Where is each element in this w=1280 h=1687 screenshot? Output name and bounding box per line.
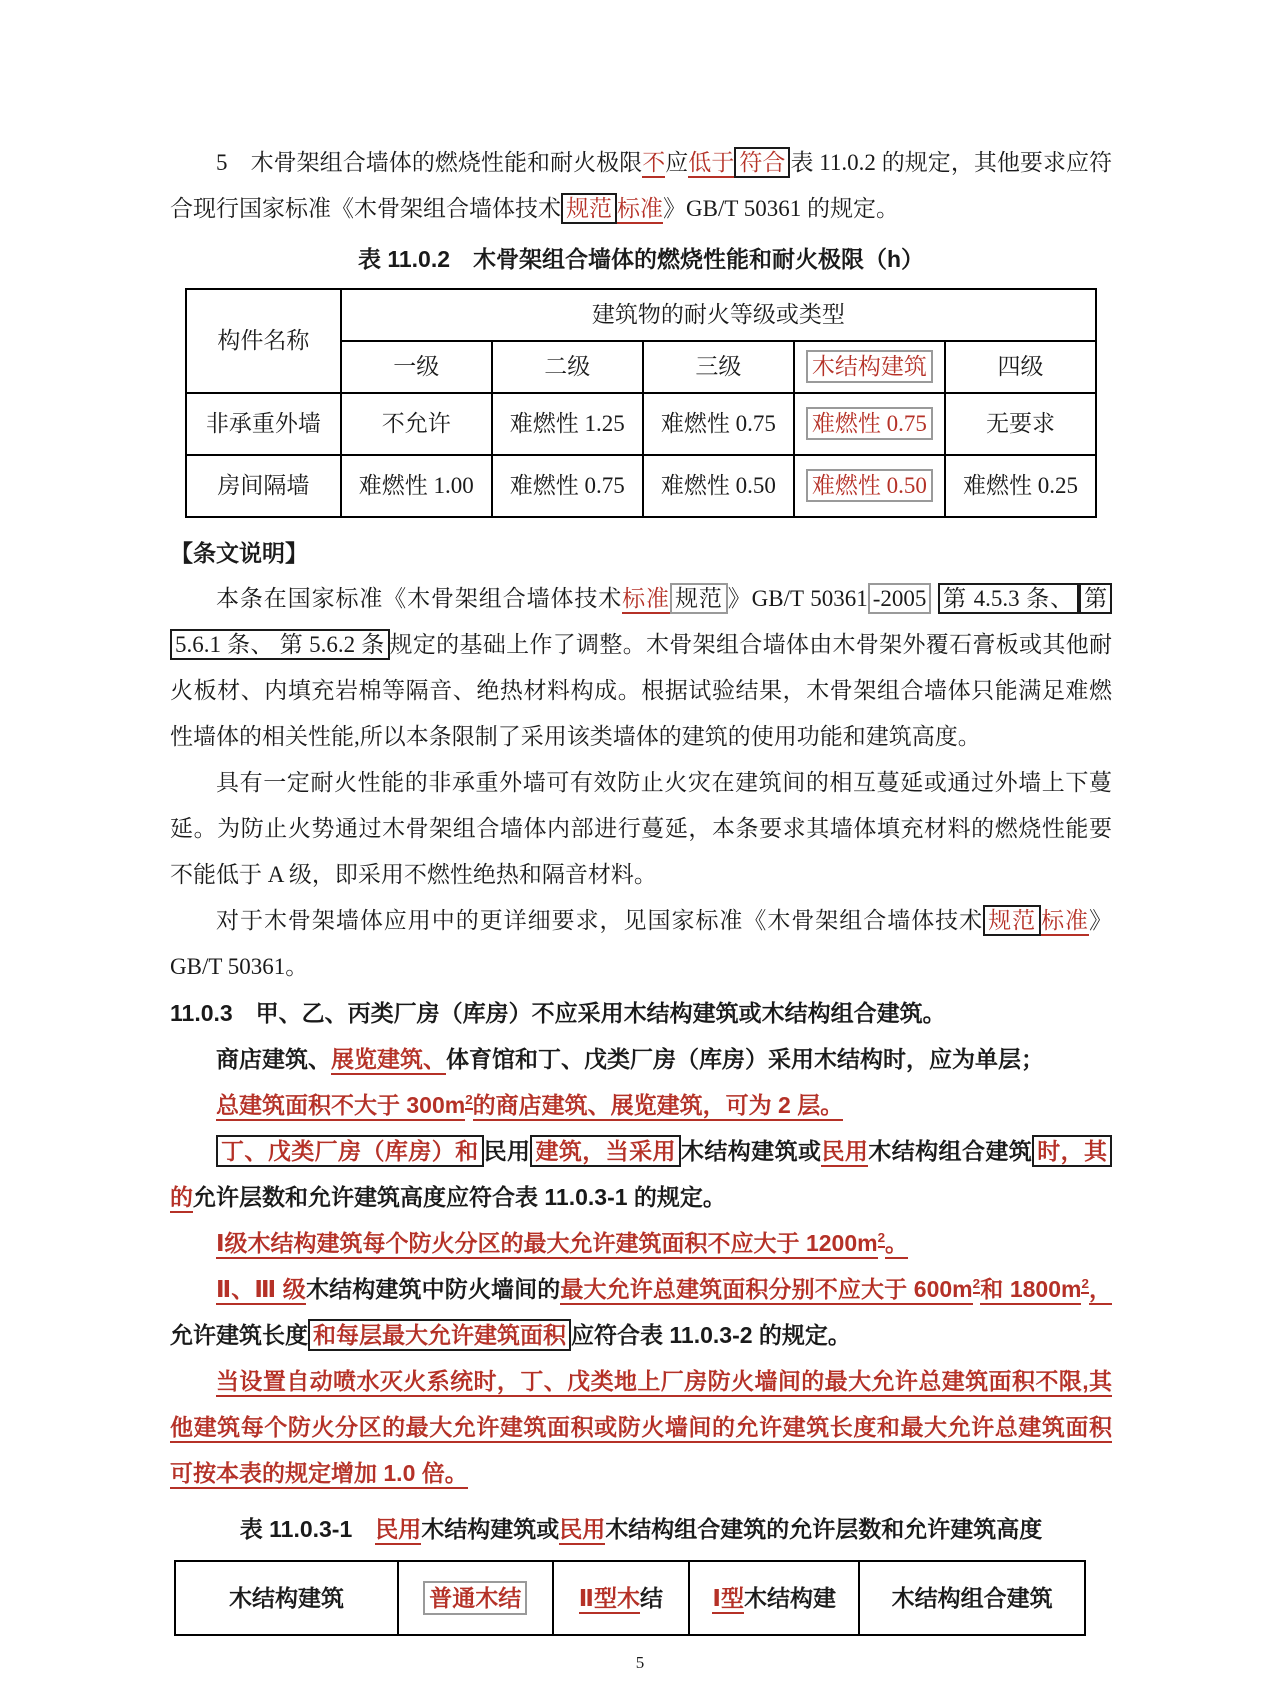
table-header-row: [175, 1561, 1085, 1635]
cell: 难燃性 1.25: [492, 393, 643, 455]
table-row-exterior-wall: [186, 393, 1096, 455]
cell: 不允许: [341, 393, 492, 455]
table-11-0-3-1: [174, 1560, 1086, 1636]
cell: 房间隔墙: [186, 455, 341, 517]
commentary-paragraph-3: 对于木骨架墙体应用中的更详细要求，见国家标准《木骨架组合墙体技术 规范 标准》GB/T 50361。: [170, 898, 1112, 990]
clause-11-0-3-paragraph-grade2-3: Ⅱ、Ⅲ 级木结构建筑中防火墙间的最大允许总建筑面积分别不应大于 $600m^2$和 $1800m^2$，允许建筑长度 和每层最大允许建筑面积 应符合表 11.0.3-2 的规定。: [170, 1266, 1112, 1358]
cell: 难燃性 0.50: [643, 455, 794, 517]
header-cell-grade-3: 三级: [643, 341, 794, 393]
cell: 无要求: [945, 393, 1096, 455]
table-header-row: [186, 289, 1096, 341]
header-cell-timber-building: 木结构建筑: [175, 1561, 398, 1635]
cell: 难燃性 0.25: [945, 455, 1096, 517]
header-cell-grade-1: 一级: [341, 341, 492, 393]
header-cell-grade-2: 二级: [492, 341, 643, 393]
cell: 难燃性 1.00: [341, 455, 492, 517]
clause-11-0-3-paragraph-sprinkler: 当设置自动喷水灭火系统时，丁、戊类地上厂房防火墙间的最大允许总建筑面积不限,其他建筑每个防火分区的最大允许建筑面积或防火墙间的允许建筑长度和最大允许总建筑面积可按本表的规定增加 1.0 倍。: [170, 1358, 1112, 1496]
cell: 非承重外墙: [186, 393, 341, 455]
table-11-0-3-1-caption: 表 11.0.3-1 民用木结构建筑或民用木结构组合建筑的允许层数和允许建筑高度: [170, 1506, 1112, 1552]
header-cell-type-2-timber: Ⅱ型木结: [553, 1561, 690, 1635]
header-cell-grade-4: 四级: [945, 341, 1096, 393]
header-cell-component-name: 构件名称: [186, 289, 341, 393]
header-cell-composite-timber: 木结构组合建筑: [859, 1561, 1085, 1635]
table-11-0-2-caption: 表 11.0.2 木骨架组合墙体的燃烧性能和耐火极限（h）: [357, 246, 925, 272]
clause-11-0-3-paragraph-grade1: Ⅰ级木结构建筑每个防火分区的最大允许建筑面积不应大于 $1200m^2$。: [170, 1220, 1112, 1266]
cell: 难燃性 0.75: [492, 455, 643, 517]
header-cell-type-1-timber: Ⅰ型木结构建: [689, 1561, 859, 1635]
commentary-paragraph-1: 本条在国家标准《木骨架组合墙体技术标准 规范 》GB/T 50361 -2005 第 4.5.3 条、 第 5.6.1 条、 第 5.6.2 条 规定的基础上作了调整。木骨架组合墙体由木骨架外覆石膏板或其他耐火板材、内填充岩棉等隔音、绝热材料构成。根据试验结果，木骨架组合墙体只能满足难燃性墙体的相关性能,所以本条限制了采用该类墙体的建筑的使用功能和建筑高度。: [170, 576, 1112, 760]
clause-11-0-3-paragraph-factories: 丁、戊类厂房（库房）和 民用 建筑，当采用 木结构建筑或民用木结构组合建筑 时，其的允许层数和允许建筑高度应符合表 11.0.3-1 的规定。: [170, 1128, 1112, 1220]
commentary-paragraph-2: 具有一定耐火性能的非承重外墙可有效防止火灾在建筑间的相互蔓延或通过外墙上下蔓延。为防止火势通过木骨架组合墙体内部进行蔓延，本条要求其墙体填充材料的燃烧性能要不能低于 A 级，即采用不燃性绝热和隔音材料。: [170, 770, 1112, 887]
table-row-room-partition: [186, 455, 1096, 517]
clause-11-0-3-paragraph-shops: 商店建筑、展览建筑、体育馆和丁、戊类厂房（库房）采用木结构时，应为单层；: [170, 1036, 1112, 1082]
cell: 难燃性 0.75: [643, 393, 794, 455]
table-11-0-2: [185, 288, 1097, 518]
cell: 难燃性 0.75: [794, 393, 945, 455]
clause-11-0-3-paragraph-300m2: 总建筑面积不大于 $300m^2$的商店建筑、展览建筑，可为 2 层。: [170, 1082, 1112, 1128]
clause-11-0-3-heading: 11.0.3 甲、乙、丙类厂房（库房）不应采用木结构建筑或木结构组合建筑。: [170, 1000, 946, 1026]
header-cell-fire-resistance-group: 建筑物的耐火等级或类型: [341, 289, 1096, 341]
commentary-heading: 【条文说明】: [170, 540, 308, 566]
header-cell-timber-structure: 木结构建筑: [794, 341, 945, 393]
clause-5-paragraph: 5 木骨架组合墙体的燃烧性能和耐火极限不应低于 符合 表 11.0.2 的规定，其他要求应符合现行国家标准《木骨架组合墙体技术 规范 标准》GB/T 50361 的规定。: [170, 140, 1112, 232]
header-cell-ordinary-timber: 普通木结: [398, 1561, 553, 1635]
page-number: 5: [635, 1653, 645, 1672]
cell: 难燃性 0.50: [794, 455, 945, 517]
